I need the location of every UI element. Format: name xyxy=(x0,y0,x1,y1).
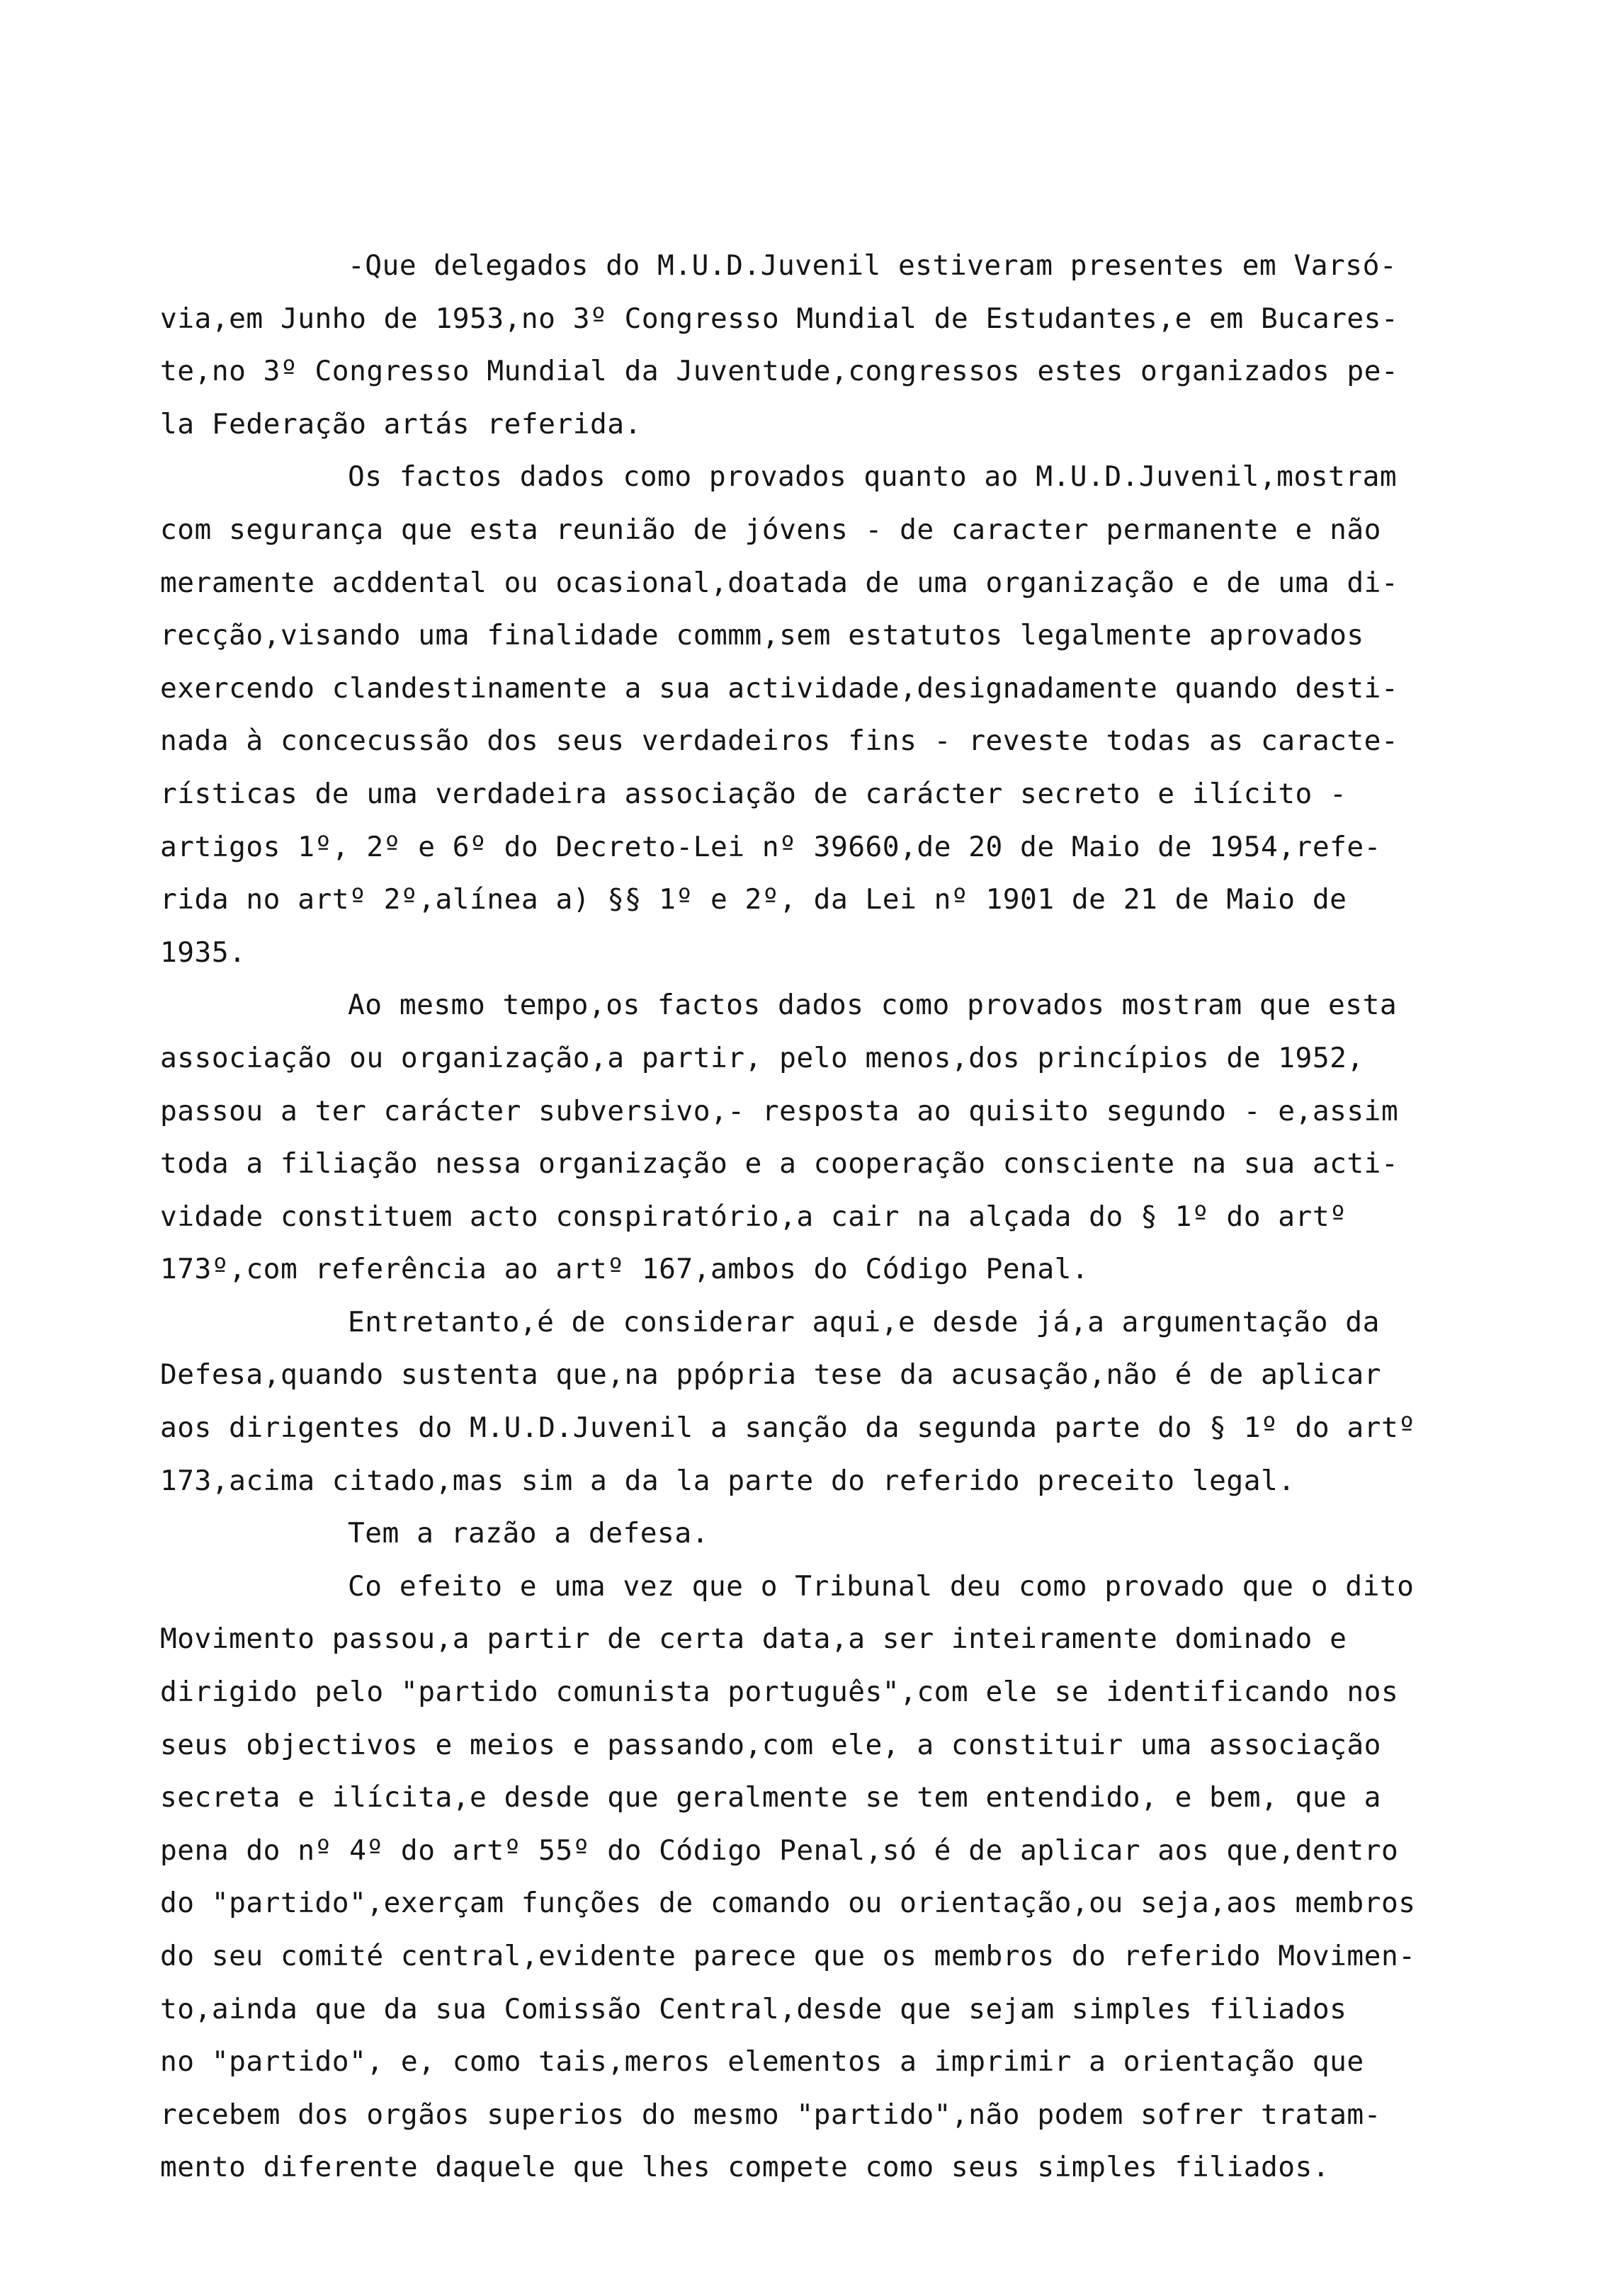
text-line: Defesa,quando sustenta que,na ppópria tese da acusação,não é de aplicar xyxy=(160,1358,1381,1392)
paragraph-p3 xyxy=(160,979,1541,1296)
text-line: la Federação artás referida. xyxy=(160,407,642,441)
text-line: toda a filiação nessa organização e a cooperação consciente na sua acti- xyxy=(160,1147,1399,1181)
paragraph-p4 xyxy=(160,1296,1541,1507)
text-line: associação ou organização,a partir, pelo menos,dos princípios de 1952, xyxy=(160,1041,1364,1074)
text-line: Entretanto,é de considerar aqui,e desde já,a argumentação da xyxy=(348,1305,1380,1339)
document-body xyxy=(160,239,1541,2194)
text-line: -Que delegados do M.U.D.Juvenil estiveram presentes em Varsó- xyxy=(348,249,1398,282)
text-line: rísticas de uma verdadeira associação de carácter secreto e ilícito - xyxy=(160,777,1347,810)
text-line: Co efeito e uma vez que o Tribunal deu como provado que o dito xyxy=(348,1569,1415,1603)
text-line: Movimento passou,a partir de certa data,a ser inteiramente dominado e xyxy=(160,1622,1347,1656)
text-line: exercendo clandestinamente a sua actividade,designadamente quando desti- xyxy=(160,671,1399,705)
text-line: 173,acima citado,mas sim a da la parte do referido preceito legal. xyxy=(160,1464,1296,1497)
text-line: passou a ter carácter subversivo,- resposta ao quisito segundo - e,assim xyxy=(160,1094,1399,1127)
text-line: pena do nº 4º do artº 55º do Código Penal,só é de aplicar aos que,dentro xyxy=(160,1834,1399,1867)
text-line: te,no 3º Congresso Mundial da Juventude,congressos estes organizados pe- xyxy=(160,355,1399,388)
text-line: recção,visando uma finalidade commm,sem estatutos legalmente aprovados xyxy=(160,619,1364,652)
text-line: aos dirigentes do M.U.D.Juvenil a sanção da segunda parte do § 1º do artº xyxy=(160,1411,1416,1445)
text-line: rida no artº 2º,alínea a) §§ 1º e 2º, da Lei nº 1901 de 21 de Maio de xyxy=(160,883,1347,916)
paragraph-p2 xyxy=(160,450,1541,979)
text-line: secreta e ilícita,e desde que geralmente se tem entendido, e bem, que a xyxy=(160,1781,1381,1814)
paragraph-p5 xyxy=(160,1507,1541,1560)
text-line: do "partido",exerçam funções de comando ou orientação,ou seja,aos membros xyxy=(160,1887,1416,1920)
paragraph-p1 xyxy=(160,239,1541,450)
text-line: no "partido", e, como tais,meros elementos a imprimir a orientação que xyxy=(160,2045,1364,2079)
text-line: Ao mesmo tempo,os factos dados como provados mostram que esta xyxy=(348,989,1398,1022)
text-line: nada à concecussão dos seus verdadeiros fins - reveste todas as caracte- xyxy=(160,724,1399,758)
text-line: recebem dos orgãos superios do mesmo "partido",não podem sofrer tratam- xyxy=(160,2098,1381,2131)
text-line: seus objectivos e meios e passando,com ele, a constituir uma associação xyxy=(160,1728,1381,1761)
text-line: 173º,com referência ao artº 167,ambos do Código Penal. xyxy=(160,1253,1089,1286)
text-line: Tem a razão a defesa. xyxy=(348,1517,709,1550)
paragraph-p6 xyxy=(160,1560,1541,2194)
text-line: dirigido pelo "partido comunista português",com ele se identificando nos xyxy=(160,1676,1399,1709)
text-line: vidade constituem acto conspiratório,a cair na alçada do § 1º do artº xyxy=(160,1200,1347,1233)
text-line: to,ainda que da sua Comissão Central,desde que sejam simples filiados xyxy=(160,1992,1347,2025)
text-line: 1935. xyxy=(160,936,246,969)
text-line: via,em Junho de 1953,no 3º Congresso Mundial de Estudantes,e em Bucares- xyxy=(160,302,1399,335)
text-line: do seu comité central,evidente parece que os membros do referido Movimen- xyxy=(160,1940,1416,1972)
text-line: artigos 1º, 2º e 6º do Decreto-Lei nº 39660,de 20 de Maio de 1954,refe- xyxy=(160,830,1381,863)
text-line: com segurança que esta reunião de jóvens - de caracter permanente e não xyxy=(160,513,1381,546)
text-line: Os factos dados como provados quanto ao M.U.D.Juvenil,mostram xyxy=(348,460,1398,494)
text-line: meramente acddental ou ocasional,doatada de uma organização e de uma di- xyxy=(160,566,1399,599)
text-line: mento diferente daquele que lhes compete como seus simples filiados. xyxy=(160,2151,1330,2184)
